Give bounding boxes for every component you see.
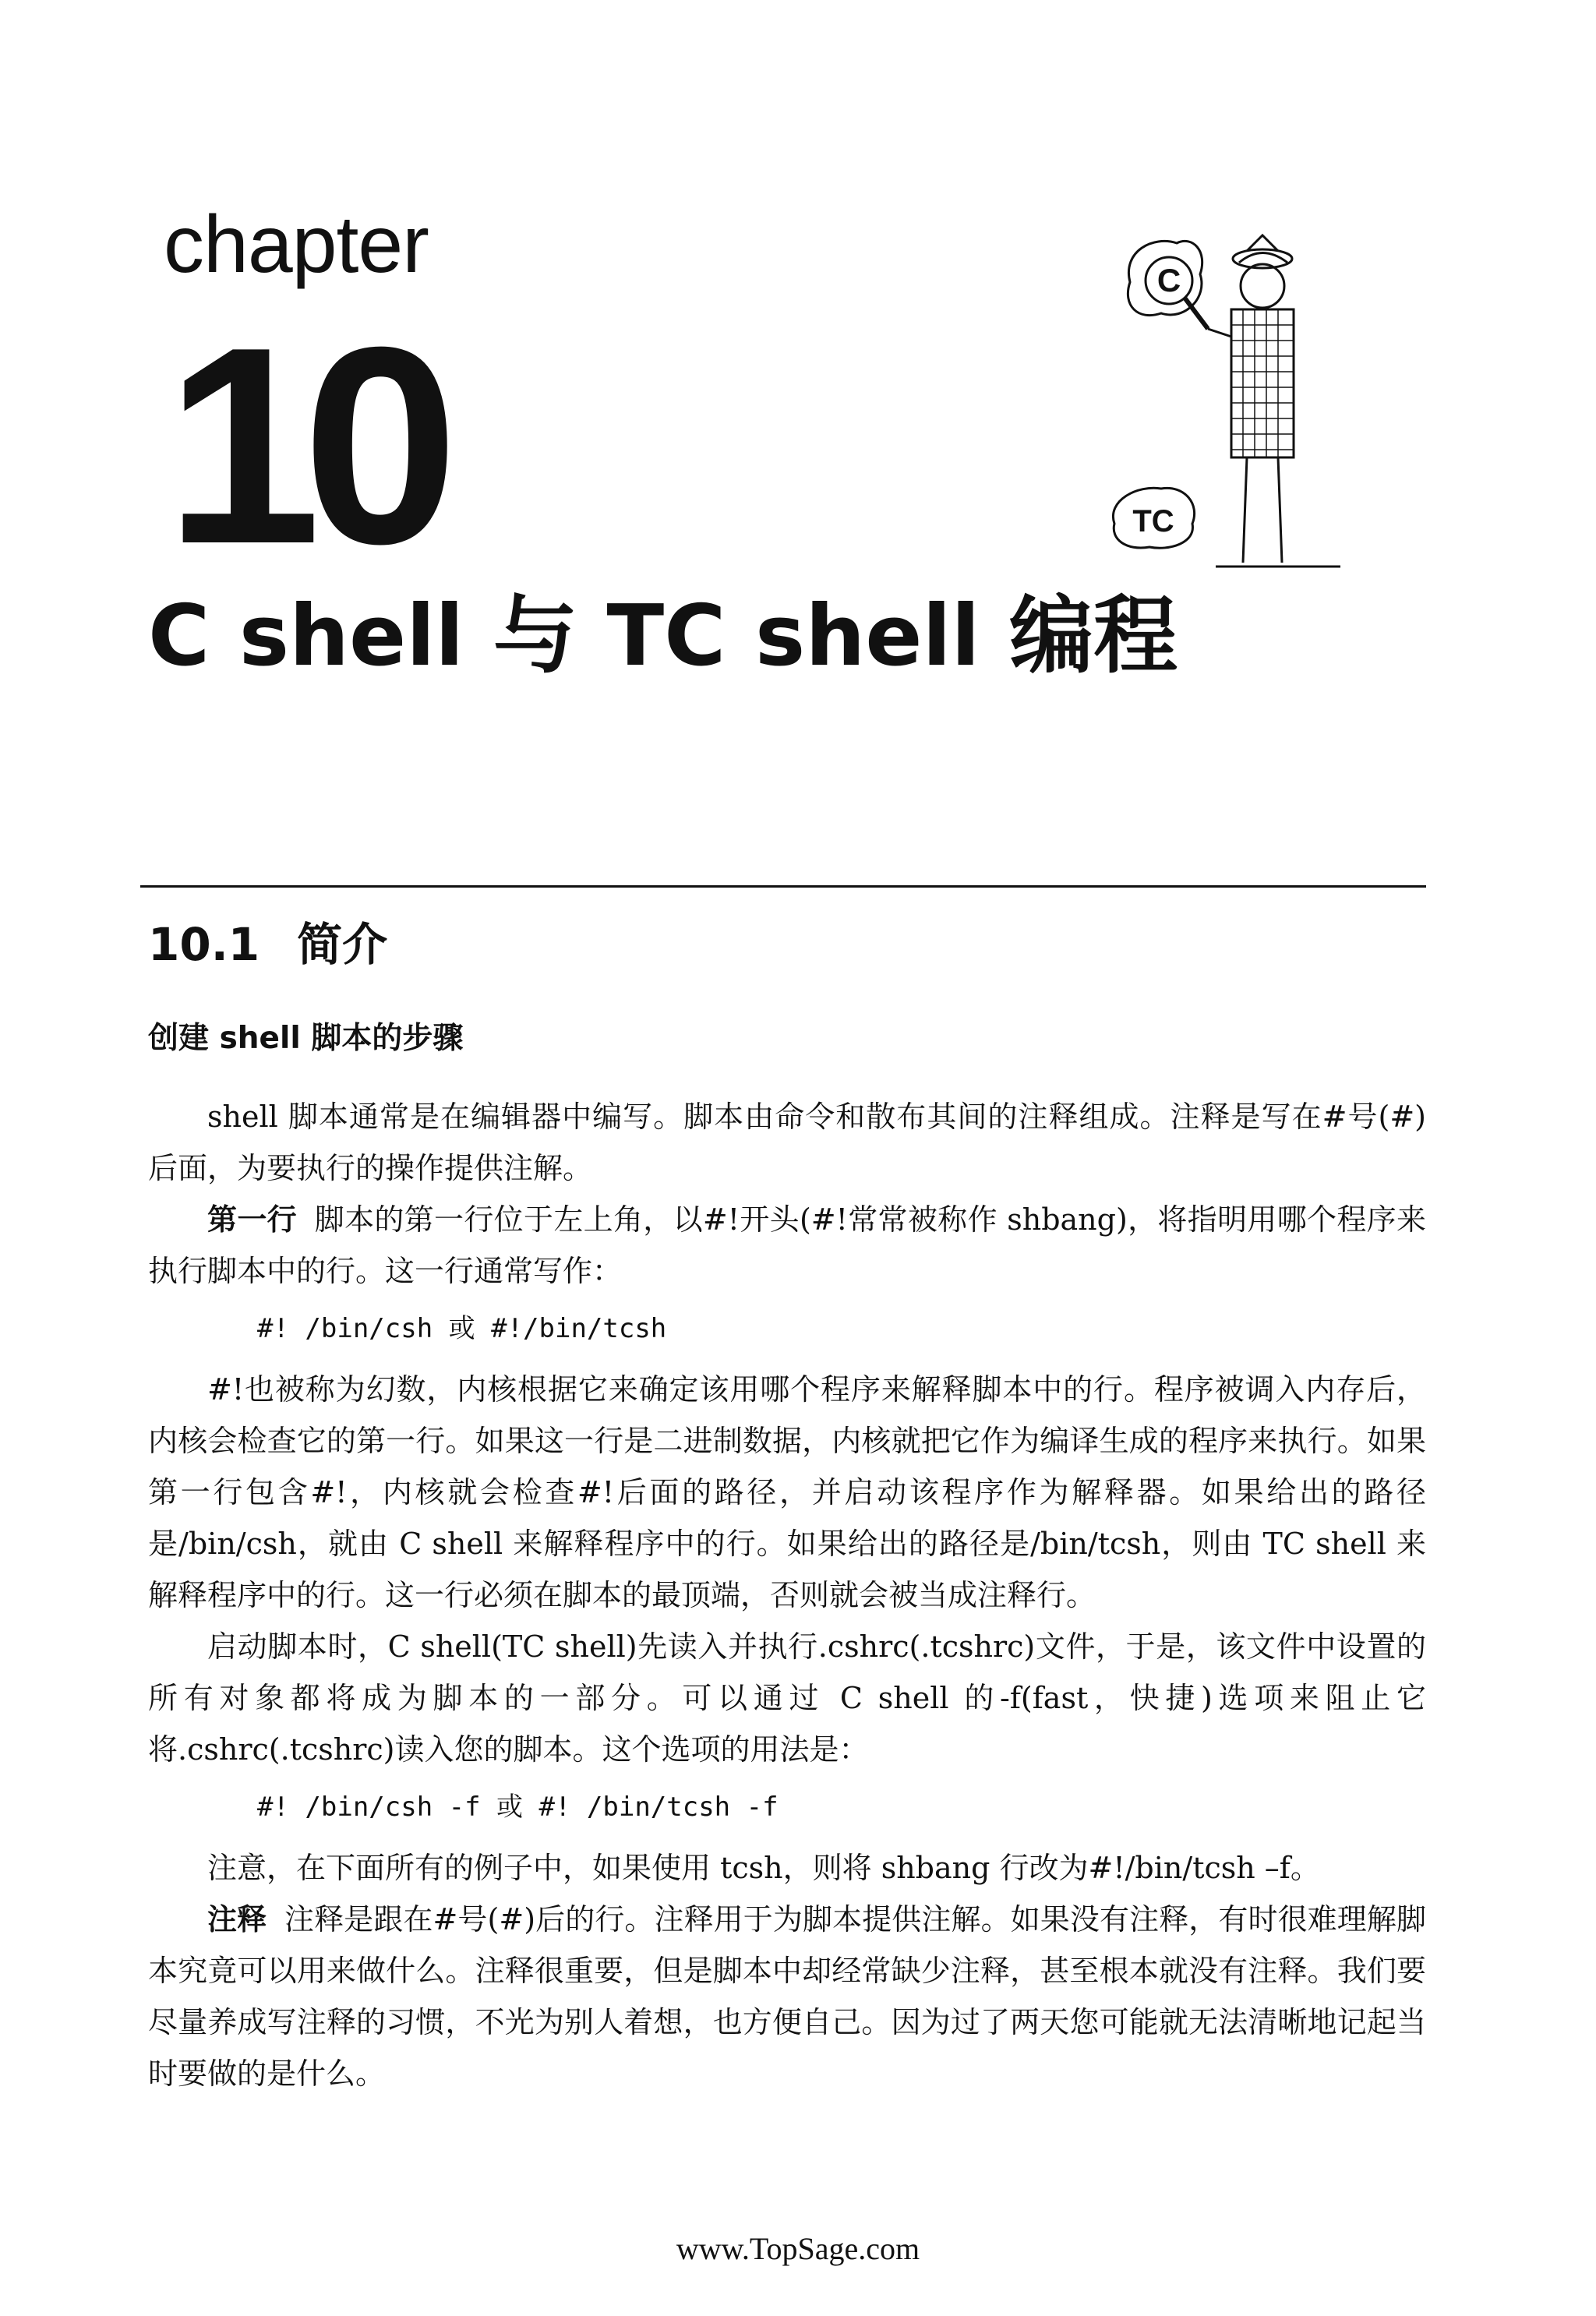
code-2-left: #! /bin/csh -f [257,1792,497,1823]
code-shbang-1 [148,1303,1426,1354]
chapter-title: C shell 与 TC shell 编程 [148,588,1178,685]
code-1-or: 或 [448,1313,475,1344]
code-1-right: #!/bin/tcsh [475,1313,667,1344]
chapter-label: chapter [164,199,429,290]
paragraph-comments [148,1894,1426,2099]
paragraph-lead-first-line: 第一行 [207,1202,297,1237]
subheading: 创建 shell 脚本的步骤 [148,1021,464,1056]
illustration-label-c: C [1156,262,1181,298]
paragraph-first-line-text: 脚本的第一行位于左上角，以#!开头(#!常常被称作 shbang)，将指明用哪个程序来执行脚本中的行。这一行通常写作： [148,1202,1426,1288]
paragraph-cshrc: 启动脚本时，C shell(TC shell)先读入并执行.cshrc(.tcshrc)文件，于是，该文件中设置的所有对象都将成为脚本的一部分。可以通过 C shell 的-f(fast，快捷)选项来阻止它将.cshrc(.tcshrc)读入您的脚本。这个选项的用法是： [148,1629,1426,1767]
code-2-right: #! /bin/tcsh -f [523,1792,779,1823]
paragraph-comments-text: 注释是跟在#号(#)后的行。注释用于为脚本提供注解。如果没有注释，有时很难理解脚本究竟可以用来做什么。注释很重要，但是脚本中却经常缺少注释，甚至根本就没有注释。我们要尽量养成写注释的习惯，不光为别人着想，也方便自己。因为过了两天您可能就无法清晰地记起当时要做的是什么。 [148,1902,1426,2091]
illustration-label-tc: TC [1132,504,1174,538]
paragraph-intro: shell 脚本通常是在编辑器中编写。脚本由命令和散布其间的注释组成。注释是写在#号(#)后面，为要执行的操作提供注解。 [148,1100,1426,1185]
paragraph-first-line [148,1194,1426,1297]
paragraph-magic-number: #!也被称为幻数，内核根据它来确定该用哪个程序来解释脚本中的行。程序被调入内存后，内核会检查它的第一行。如果这一行是二进制数据，内核就把它作为编译生成的程序来执行。如果第一行包含#!，内核就会检查#!后面的路径，并启动该程序作为解释器。如果给出的路径是/bin/csh，就由 C shell 来解释程序中的行。如果给出的路径是/bin/tcsh，则由 TC shell 来解释程序中的行。这一行必须在脚本的最顶端，否则就会被当成注释行。 [148,1372,1426,1612]
section-number: 10.1 [148,918,260,971]
body-text [148,1091,1426,2099]
code-1-left: #! /bin/csh [257,1313,449,1344]
code-shbang-2 [148,1781,1426,1833]
detective-illustration [1107,220,1356,586]
section-divider [140,885,1426,888]
section-heading [148,918,387,973]
chapter-number: 10 [165,289,440,602]
paragraph-note: 注意，在下面所有的例子中，如果使用 tcsh，则将 shbang 行改为#!/bin/tcsh –f。 [207,1851,1320,1885]
code-2-or: 或 [496,1792,524,1823]
section-title: 简介 [297,918,388,971]
footer-url: www.TopSage.com [676,2231,920,2266]
paragraph-lead-comments: 注释 [207,1901,267,1936]
